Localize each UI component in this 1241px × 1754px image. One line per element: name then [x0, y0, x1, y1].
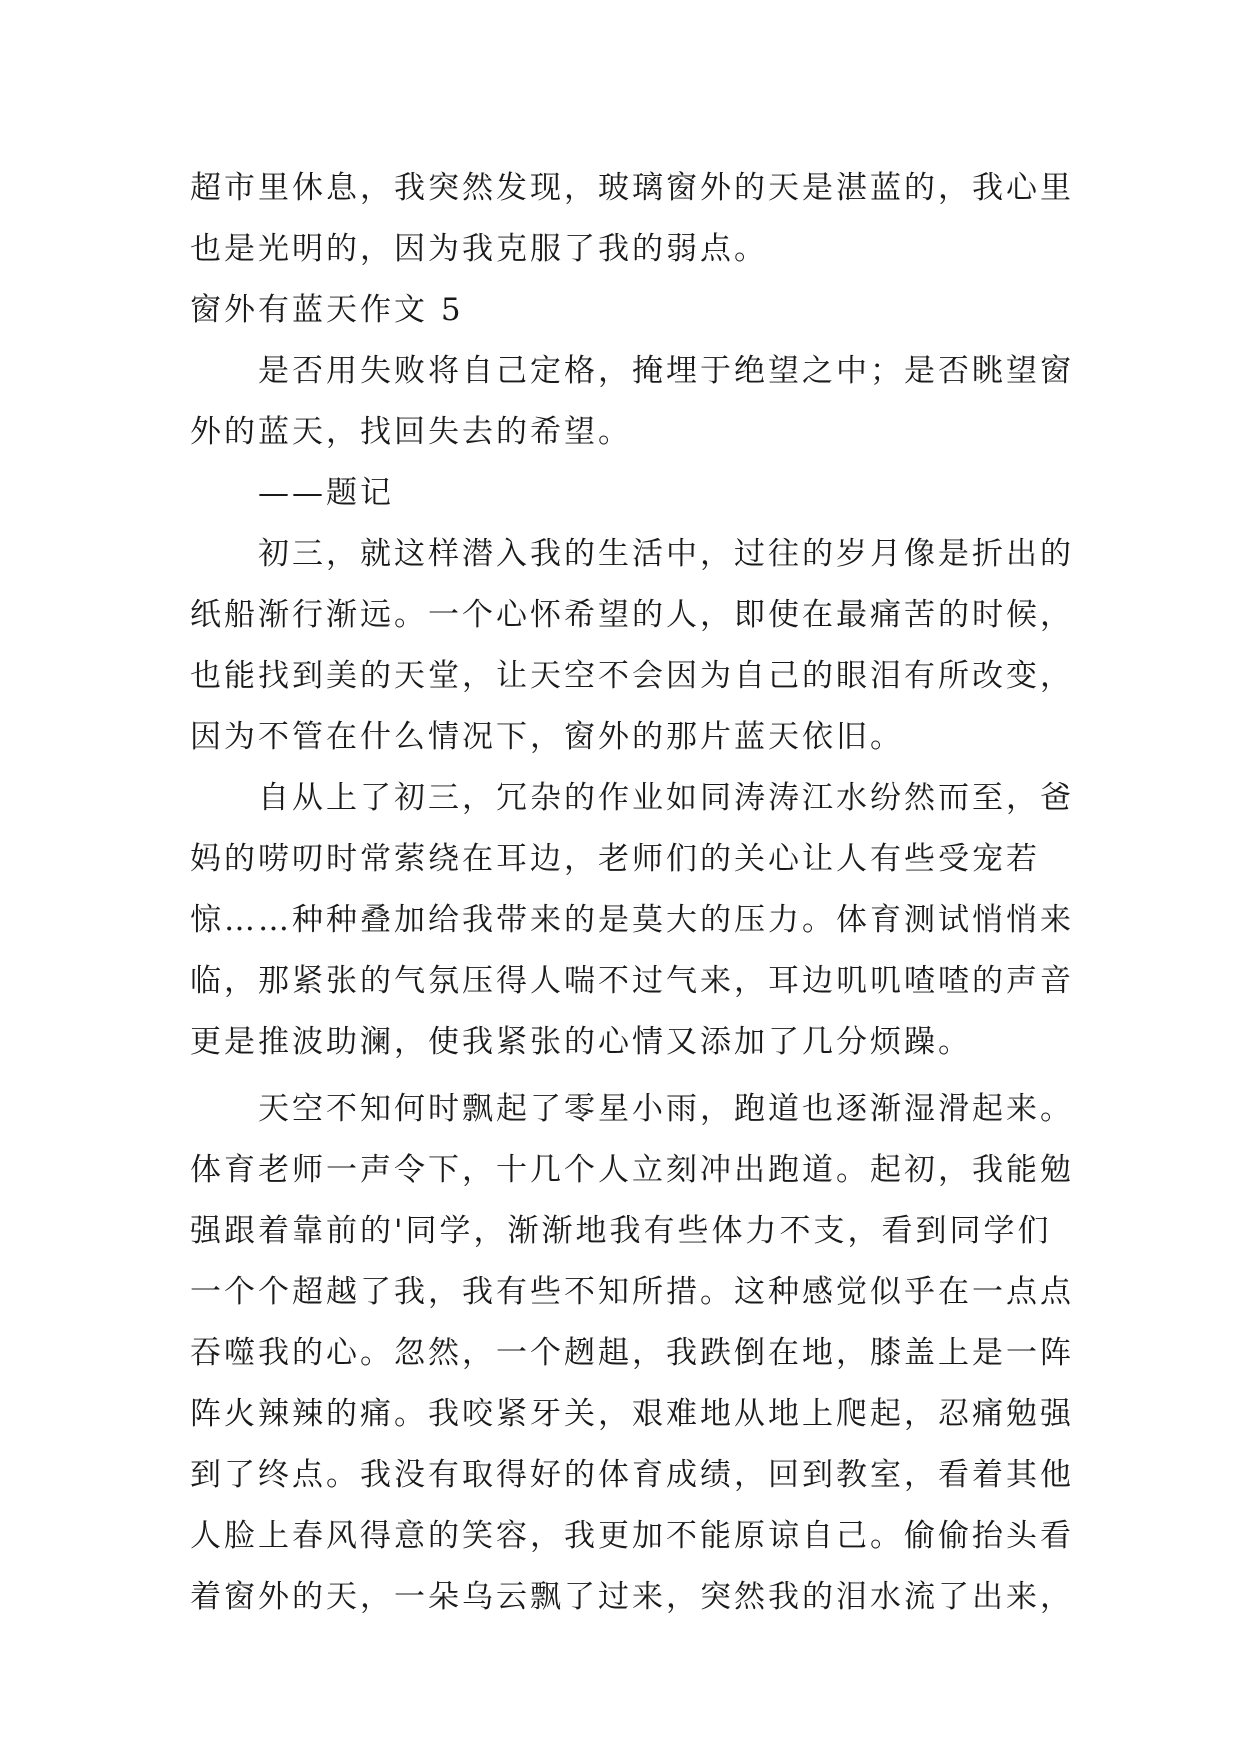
text-line: 临，那紧张的气氛压得人喘不过气来，耳边叽叽喳喳的声音	[190, 963, 1074, 999]
text-line: 阵火辣辣的痛。我咬紧牙关，艰难地从地上爬起，忍痛勉强	[190, 1396, 1074, 1432]
text-line: 人脸上春风得意的笑容，我更加不能原谅自己。偷偷抬头看	[190, 1518, 1074, 1554]
text-line: 一个个超越了我，我有些不知所措。这种感觉似乎在一点点	[190, 1274, 1074, 1310]
text-line: 更是推波助澜，使我紧张的心情又添加了几分烦躁。	[190, 1024, 972, 1060]
text-line: 也是光明的，因为我克服了我的弱点。	[190, 231, 768, 267]
section-heading: 窗外有蓝天作文 5	[190, 292, 464, 328]
text-line: 天空不知何时飘起了零星小雨，跑道也逐渐湿滑起来。	[258, 1091, 1074, 1127]
text-line: 吞噬我的心。忽然，一个趔趄，我跌倒在地，膝盖上是一阵	[190, 1335, 1074, 1371]
text-line: 妈的唠叨时常萦绕在耳边，老师们的关心让人有些受宠若	[190, 841, 1040, 877]
text-line: 强跟着靠前的'同学，渐渐地我有些体力不支，看到同学们	[190, 1213, 1052, 1249]
text-line: 惊……种种叠加给我带来的是莫大的压力。体育测试悄悄来	[190, 902, 1074, 938]
epigraph-attribution: ——题记	[258, 475, 394, 511]
text-line: 到了终点。我没有取得好的体育成绩，回到教室，看着其他	[190, 1457, 1074, 1493]
text-line: 因为不管在什么情况下，窗外的那片蓝天依旧。	[190, 719, 904, 755]
text-line: 纸船渐行渐远。一个心怀希望的人，即使在最痛苦的时候，	[190, 597, 1074, 633]
text-line: 外的蓝天，找回失去的希望。	[190, 414, 632, 450]
text-line: 也能找到美的天堂，让天空不会因为自己的眼泪有所改变，	[190, 658, 1074, 694]
text-line: 超市里休息，我突然发现，玻璃窗外的天是湛蓝的，我心里	[190, 170, 1074, 206]
text-line: 初三，就这样潜入我的生活中，过往的岁月像是折出的	[258, 536, 1074, 572]
text-line: 体育老师一声令下，十几个人立刻冲出跑道。起初，我能勉	[190, 1152, 1074, 1188]
document-body	[190, 158, 1074, 1628]
text-line: 是否用失败将自己定格，掩埋于绝望之中；是否眺望窗	[258, 353, 1074, 389]
text-line: 着窗外的天，一朵乌云飘了过来，突然我的泪水流了出来，	[190, 1579, 1074, 1615]
text-line: 自从上了初三，冗杂的作业如同涛涛江水纷然而至，爸	[258, 780, 1074, 816]
